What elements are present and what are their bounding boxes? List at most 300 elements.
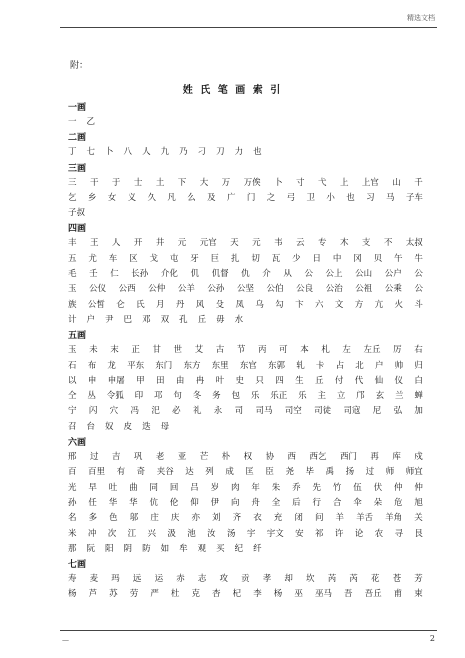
surname-entry: 台	[86, 421, 96, 432]
surname-entry: 户	[86, 314, 96, 325]
surname-entry: 过	[365, 467, 375, 478]
surname-entry: 汤	[227, 528, 236, 539]
surname-entry: 申屠	[107, 375, 125, 386]
header-label: 精选文档	[407, 14, 435, 22]
surname-entry: 公户	[384, 269, 402, 280]
surname-entry: 司空	[284, 406, 302, 417]
surname-entry: 库	[392, 452, 401, 463]
surname-row	[68, 115, 423, 130]
surname-entry: 名	[68, 513, 77, 524]
surname-entry: 一	[68, 117, 77, 127]
surname-entry: 义	[127, 192, 137, 203]
surname-entry: 巫	[294, 589, 303, 600]
surname-entry: 吾	[344, 589, 353, 600]
surname-entry: 于	[111, 177, 121, 188]
surname-entry: 束	[414, 589, 423, 600]
surname-row	[68, 206, 423, 221]
surname-entry: 伊	[210, 497, 220, 508]
surname-entry: 丁	[68, 147, 77, 158]
surname-row	[68, 465, 423, 480]
surname-entry: 伞	[353, 497, 362, 508]
surname-entry: 孝	[262, 574, 272, 585]
surname-entry: 安	[295, 528, 304, 539]
surname-entry: 介	[262, 269, 271, 280]
surname-entry: 之	[266, 192, 276, 203]
surname-entry: 乐	[250, 391, 260, 402]
surname-entry: 立	[336, 391, 346, 402]
surname-entry: 小	[326, 192, 335, 203]
surname-entry: 人	[111, 238, 121, 249]
surname-entry: 乞	[68, 192, 77, 203]
surname-entry: 必	[172, 406, 181, 417]
surname-entry: 太叔	[405, 238, 423, 249]
surname-entry: 帅	[394, 360, 404, 371]
surname-entry: 贝	[373, 253, 383, 264]
footer-dash: —	[62, 636, 69, 644]
surname-entry: 苍	[392, 574, 402, 585]
surname-entry: 苏	[109, 589, 118, 600]
section-heading: 五画	[68, 331, 87, 342]
surname-entry: 岁	[210, 482, 220, 493]
surname-entry: 再	[370, 452, 379, 463]
surname-row	[68, 236, 423, 251]
surname-entry: 马	[386, 192, 395, 203]
surname-entry: 全	[271, 497, 281, 508]
surname-entry: 同	[149, 482, 159, 493]
surname-entry: 开	[133, 238, 143, 249]
surname-row	[68, 343, 423, 358]
surname-entry: 杨	[68, 589, 77, 600]
surname-entry: 衣	[253, 513, 262, 524]
surname-entry: 甫	[393, 589, 403, 600]
surname-entry: 甘	[152, 345, 161, 356]
surname-entry: 乃	[179, 147, 188, 158]
surname-row	[68, 527, 423, 542]
surname-entry: 兴	[147, 528, 157, 539]
surname-row	[68, 313, 423, 328]
surname-entry: 子车	[405, 192, 423, 203]
surname-entry: 克	[191, 589, 200, 600]
surname-entry: 卫	[306, 192, 316, 203]
surname-entry: 亦	[191, 513, 200, 524]
surname-entry: 杏	[212, 589, 221, 600]
surname-entry: 年	[251, 482, 260, 493]
surname-entry: 攻	[219, 574, 228, 585]
surname-entry: 乌	[255, 299, 264, 310]
surname-entry: 甲	[136, 375, 145, 386]
surname-entry: 毋	[216, 314, 225, 325]
surname-entry: 江	[127, 528, 137, 539]
surname-entry: 户	[374, 360, 384, 371]
surname-entry: 臣	[265, 467, 274, 478]
surname-entry: 仰	[190, 497, 199, 508]
surname-entry: 公祖	[355, 284, 373, 295]
surname-entry: 长孙	[131, 269, 149, 280]
surname-entry: 丛	[87, 391, 96, 402]
surname-entry: 么	[187, 192, 196, 203]
surname-entry: 弓	[286, 192, 296, 203]
surname-entry: 公	[304, 269, 313, 280]
surname-entry: 车	[108, 253, 118, 264]
surname-entry: 巴	[123, 314, 133, 325]
surname-entry: 穴	[109, 406, 119, 417]
surname-entry: 劳	[129, 589, 139, 600]
surname-entry: 月	[156, 299, 165, 310]
surname-entry: 仉督	[211, 269, 229, 280]
surname-entry: 任	[88, 497, 97, 508]
section-heading: 二画	[68, 133, 87, 144]
surname-entry: 召	[68, 421, 77, 432]
surname-entry: 水	[234, 314, 244, 325]
surname-entry: 冲	[87, 528, 97, 539]
surname-entry: 防	[142, 543, 151, 554]
surname-entry: 左	[342, 345, 351, 356]
surname-entry: 从	[283, 269, 292, 280]
stroke-index	[68, 100, 423, 603]
surname-entry: 玄	[375, 391, 385, 402]
surname-entry: 上	[339, 177, 349, 188]
surname-entry: 肉	[231, 482, 240, 493]
surname-entry: 族	[68, 299, 77, 310]
surname-entry: 回	[169, 482, 179, 493]
surname-entry: 云	[296, 238, 305, 249]
surname-entry: 合	[332, 497, 342, 508]
surname-entry: 八	[123, 147, 133, 158]
surname-entry: 乡	[87, 192, 97, 203]
surname-entry: 成	[225, 467, 234, 478]
surname-entry: 凤	[235, 299, 245, 310]
surname-entry: 百里	[88, 467, 106, 478]
surname-entry: 只	[255, 375, 264, 386]
surname-entry: 公	[414, 284, 423, 295]
surname-entry: 白	[414, 375, 423, 386]
surname-entry: 夹谷	[156, 467, 174, 478]
surname-entry: 古	[215, 345, 225, 356]
surname-entry: 元	[252, 238, 261, 249]
surname-entry: 危	[394, 497, 403, 508]
surname-entry: 扎	[231, 253, 240, 264]
surname-row	[68, 542, 423, 557]
surname-entry: 丘	[315, 375, 324, 386]
surname-entry: 六	[315, 299, 324, 310]
surname-entry: 天	[230, 238, 239, 249]
surname-entry: 力	[234, 147, 244, 158]
surname-row	[68, 420, 423, 435]
surname-entry: 久	[147, 192, 157, 203]
surname-entry: 井	[155, 238, 165, 249]
surname-entry: 氏	[136, 299, 145, 310]
surname-entry: 韦	[274, 238, 283, 249]
surname-entry: 乔	[292, 482, 301, 493]
surname-entry: 芒	[199, 452, 209, 463]
surname-entry: 寿	[68, 574, 77, 585]
surname-entry: 阮	[86, 543, 96, 554]
surname-entry: 志	[197, 574, 207, 585]
surname-entry: 宇文	[266, 528, 284, 539]
surname-entry: 占	[335, 360, 345, 371]
surname-entry: 卡	[315, 360, 325, 371]
surname-entry: 师宜	[405, 467, 423, 478]
surname-entry: 主	[317, 391, 327, 402]
surname-entry: 司马	[255, 406, 273, 417]
surname-entry: 七	[86, 147, 96, 158]
surname-entry: 门	[246, 192, 256, 203]
surname-entry: 尤	[88, 253, 97, 264]
surname-entry: 大	[199, 177, 209, 188]
surname-entry: 公羊	[177, 284, 195, 295]
surname-entry: 冉	[195, 375, 205, 386]
surname-entry: 戈	[149, 253, 159, 264]
surname-entry: 过	[89, 452, 99, 463]
surname-entry: 木	[339, 238, 349, 249]
surname-entry: 支	[361, 238, 371, 249]
section-heading: 四画	[68, 224, 87, 235]
surname-entry: 吾丘	[364, 589, 382, 600]
surname-entry: 风	[195, 299, 205, 310]
surname-entry: 观	[197, 543, 207, 554]
surname-entry: 庄	[150, 513, 159, 524]
surname-entry: 双	[160, 314, 170, 325]
surname-entry: 公皙	[87, 299, 105, 310]
section-heading: 三画	[68, 163, 87, 174]
surname-entry: 付	[334, 375, 344, 386]
surname-entry: 凡	[167, 192, 176, 203]
surname-entry: 吉	[111, 452, 121, 463]
surname-entry: 舟	[251, 497, 260, 508]
surname-entry: 中	[332, 253, 342, 264]
surname-entry: 严	[150, 589, 159, 600]
surname-entry: 万	[221, 177, 231, 188]
surname-row	[68, 587, 423, 602]
surname-entry: 汲	[167, 528, 176, 539]
surname-entry: 却	[284, 574, 293, 585]
surname-entry: 芦	[88, 589, 98, 600]
surname-entry: 吐	[108, 482, 118, 493]
surname-entry: 毛	[68, 269, 77, 280]
surname-entry: 冈	[353, 253, 362, 264]
surname-entry: 祁	[315, 528, 324, 539]
surname-entry: 吕	[190, 482, 199, 493]
surname-entry: 迭	[142, 421, 151, 432]
surname-entry: 仁	[110, 269, 119, 280]
surname-entry: 句	[173, 391, 182, 402]
surname-entry: 那	[68, 543, 77, 554]
surname-row	[68, 252, 423, 267]
surname-entry: 关	[414, 513, 423, 524]
surname-entry: 朱	[271, 482, 281, 493]
surname-entry: 田	[156, 375, 165, 386]
surname-row	[68, 450, 423, 465]
surname-entry: 寻	[394, 528, 404, 539]
surname-entry: 仙	[374, 375, 384, 386]
surname-entry: 干	[89, 177, 99, 188]
surname-entry: 老	[155, 452, 165, 463]
surname-entry: 未	[89, 345, 98, 356]
surname-row	[68, 374, 423, 389]
surname-row	[68, 145, 423, 160]
surname-entry: 如	[160, 543, 170, 554]
appendix-label: 附：	[70, 61, 89, 71]
surname-entry: 玛	[111, 574, 120, 585]
surname-row	[68, 389, 423, 404]
surname-entry: 芮	[327, 574, 337, 585]
surname-entry: 右	[414, 345, 423, 356]
surname-entry: 齐	[232, 513, 242, 524]
surname-entry: 士	[133, 177, 143, 188]
surname-entry: 毕	[305, 467, 315, 478]
surname-entry: 丹	[175, 299, 185, 310]
surname-entry: 史	[235, 375, 245, 386]
surname-entry: 也	[253, 147, 262, 158]
surname-entry: 公仪	[89, 284, 107, 295]
surname-entry: 刀	[216, 147, 225, 158]
surname-entry: 奇	[136, 467, 146, 478]
surname-entry: 司	[234, 406, 244, 417]
surname-entry: 石	[68, 360, 77, 371]
surname-entry: 轧	[296, 360, 305, 371]
surname-entry: 弘	[393, 406, 403, 417]
page-number: 2	[429, 634, 435, 643]
surname-entry: 孙	[68, 497, 77, 508]
surname-entry: 杨	[273, 589, 283, 600]
footer-rule	[60, 630, 437, 631]
surname-entry: 皮	[123, 421, 133, 432]
surname-entry: 贡	[241, 574, 250, 585]
surname-row	[68, 404, 423, 419]
surname-entry: 布	[87, 360, 97, 371]
surname-entry: 论	[354, 528, 364, 539]
surname-entry: 正	[131, 345, 140, 356]
surname-entry: 九	[160, 147, 170, 158]
surname-entry: 尧	[285, 467, 294, 478]
surname-entry: 朵	[373, 497, 383, 508]
surname-entry: 东官	[239, 360, 257, 371]
surname-entry: 札	[321, 345, 330, 356]
surname-entry: 伍	[353, 482, 362, 493]
surname-entry: 东郭	[268, 360, 286, 371]
surname-entry: 尼	[372, 406, 382, 417]
surname-entry: 旭	[414, 497, 423, 508]
surname-entry: 巨	[210, 253, 220, 264]
surname-entry: 宇	[246, 528, 256, 539]
surname-entry: 归	[414, 360, 423, 371]
surname-entry: 由	[175, 375, 185, 386]
surname-entry: 早	[88, 482, 97, 493]
surname-entry: 包	[231, 391, 241, 402]
surname-row	[68, 496, 423, 511]
surname-entry: 左丘	[363, 345, 381, 356]
surname-entry: 充	[273, 513, 283, 524]
surname-row	[68, 481, 423, 496]
surname-entry: 公坚	[236, 284, 254, 295]
surname-entry: 汜	[151, 406, 160, 417]
surname-entry: 世	[173, 345, 183, 356]
surname-entry: 麦	[89, 574, 99, 585]
surname-entry: 后	[292, 497, 301, 508]
surname-entry: 加	[414, 406, 423, 417]
surname-entry: 邛	[154, 391, 163, 402]
surname-entry: 仪	[394, 375, 404, 386]
surname-entry: 五	[68, 253, 77, 264]
surname-entry: 公乘	[384, 284, 402, 295]
surname-entry: 协	[265, 452, 275, 463]
surname-entry: 节	[236, 345, 246, 356]
surname-entry: 丘	[197, 314, 207, 325]
surname-entry: 艮	[414, 528, 423, 539]
surname-entry: 王	[89, 238, 99, 249]
surname-entry: 文	[334, 299, 344, 310]
document-title: 姓 氏 笔 画 索 引	[182, 85, 283, 96]
surname-entry: 公伯	[266, 284, 284, 295]
surname-entry: 公治	[325, 284, 343, 295]
section-heading: 六画	[68, 438, 87, 449]
surname-entry: 公仲	[148, 284, 166, 295]
surname-entry: 母	[160, 421, 170, 432]
surname-entry: 平东	[127, 360, 145, 371]
surname-entry: 末	[110, 345, 119, 356]
surname-entry: 庆	[170, 513, 180, 524]
surname-entry: 斗	[414, 299, 423, 310]
surname-entry: 少	[292, 253, 301, 264]
surname-entry: 女	[107, 192, 117, 203]
surname-entry: 公	[414, 269, 423, 280]
surname-entry: 杜	[170, 589, 180, 600]
surname-entry: 行	[312, 497, 322, 508]
surname-entry: 刁	[197, 147, 207, 158]
surname-entry: 永	[213, 406, 223, 417]
surname-entry: 运	[154, 574, 164, 585]
surname-entry: 师	[385, 467, 395, 478]
surname-entry: 也	[346, 192, 355, 203]
surname-entry: 习	[366, 192, 375, 203]
surname-entry: 羊舌	[356, 513, 374, 524]
surname-entry: 艾	[194, 345, 204, 356]
surname-entry: 广	[227, 192, 236, 203]
surname-entry: 仲	[414, 482, 423, 493]
surname-entry: 公良	[296, 284, 314, 295]
surname-entry: 以	[68, 375, 77, 386]
surname-entry: 汝	[207, 528, 216, 539]
surname-entry: 千	[414, 177, 423, 188]
surname-entry: 殳	[215, 299, 225, 310]
surname-entry: 先	[312, 482, 322, 493]
surname-entry: 朴	[221, 452, 231, 463]
surname-entry: 邝	[356, 391, 365, 402]
surname-entry: 山	[392, 177, 401, 188]
surname-entry: 闭	[294, 513, 303, 524]
surname-entry: 李	[253, 589, 262, 600]
surname-entry: 买	[216, 543, 225, 554]
surname-entry: 仉	[190, 269, 199, 280]
surname-entry: 生	[295, 375, 304, 386]
surname-entry: 仲	[394, 482, 403, 493]
surname-entry: 远	[132, 574, 142, 585]
surname-entry: 兰	[395, 391, 404, 402]
surname-entry: 巩	[133, 452, 143, 463]
surname-entry: 米	[68, 528, 77, 539]
surname-entry: 瓦	[271, 253, 281, 264]
surname-entry: 日	[312, 253, 322, 264]
surname-entry: 列	[205, 467, 214, 478]
surname-entry: 元	[177, 238, 187, 249]
surname-entry: 专	[317, 238, 327, 249]
surname-entry: 问	[314, 513, 324, 524]
surname-entry: 阳	[105, 543, 114, 554]
surname-entry: 卜	[105, 147, 114, 158]
surname-entry: 闪	[88, 406, 98, 417]
surname-entry: 伦	[169, 497, 179, 508]
surname-entry: 西门	[339, 452, 357, 463]
